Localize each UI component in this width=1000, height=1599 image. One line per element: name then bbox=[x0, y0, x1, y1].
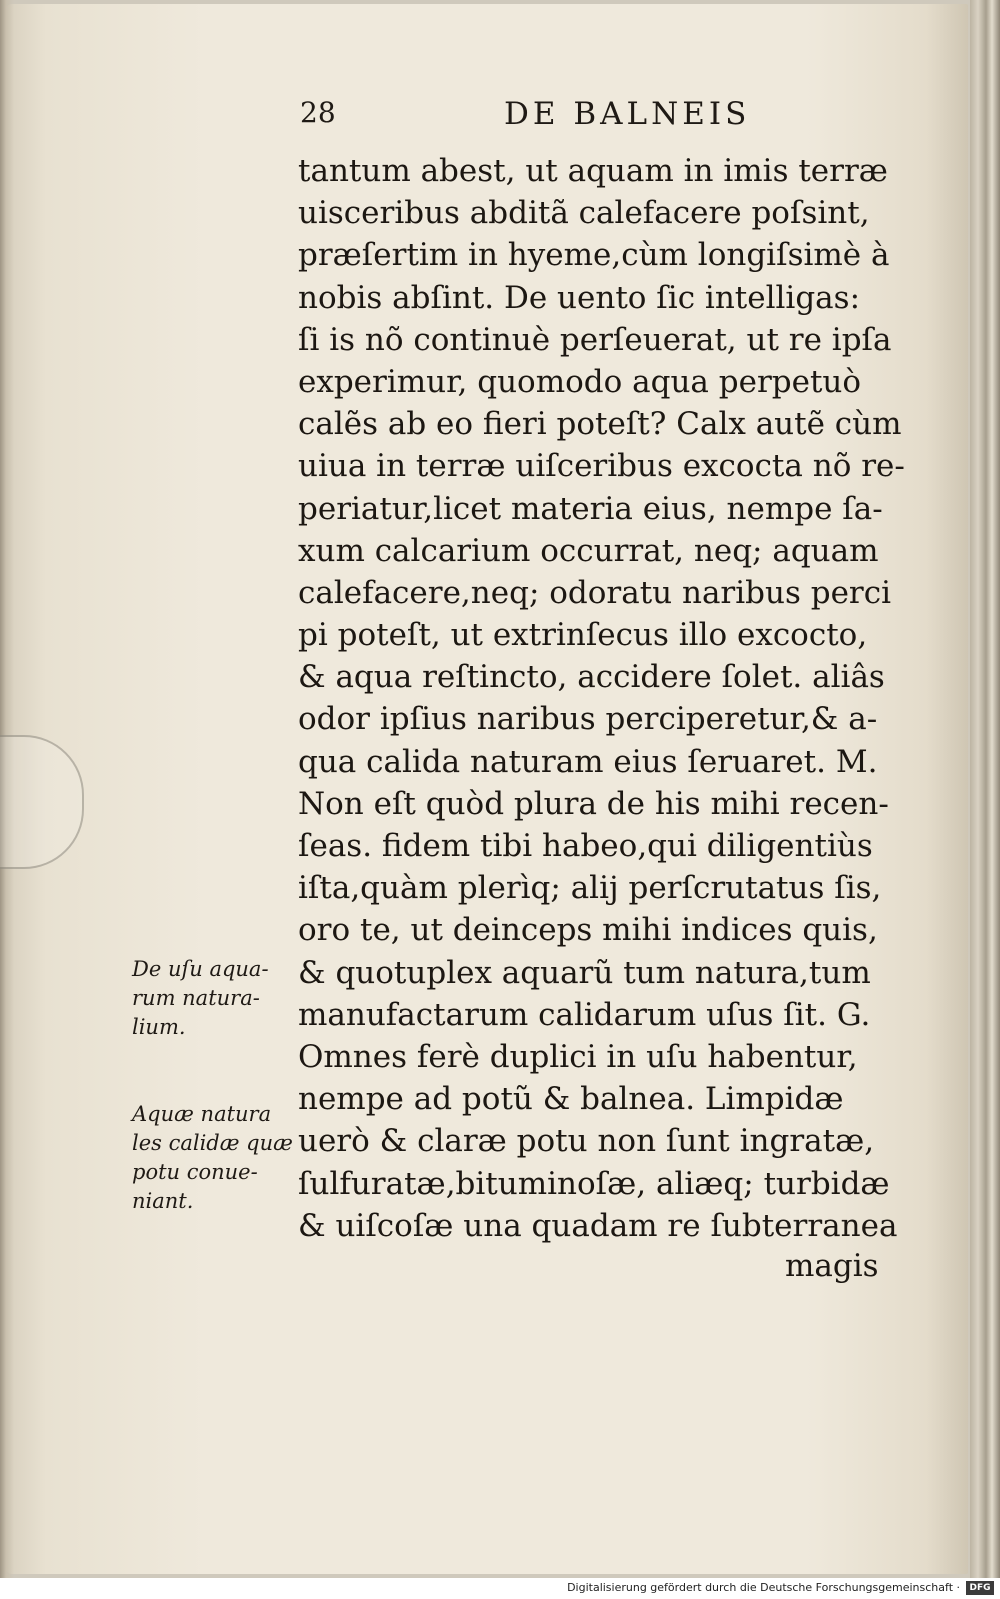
page-number: 28 bbox=[300, 96, 336, 129]
catchword: magis bbox=[785, 1248, 879, 1284]
text-line: & quotuplex aquarũ tum natura,tum bbox=[298, 954, 871, 991]
page-fore-edge bbox=[970, 0, 1000, 1578]
margin-note-line: Aquæ natura bbox=[132, 1102, 272, 1126]
margin-note-line: De uſu aqua- bbox=[132, 957, 269, 981]
text-line: xum calcarium occurrat, neq; aquam bbox=[298, 532, 879, 569]
margin-note bbox=[132, 1100, 292, 1216]
text-line: & uiſcoſæ una quadam re ſubterranea bbox=[298, 1207, 898, 1244]
text-line: manufactarum calidarum uſus ſit. G. bbox=[298, 996, 871, 1033]
text-line: Non eſt quòd plura de his mihi recen- bbox=[298, 785, 889, 822]
body-text bbox=[298, 150, 918, 1247]
margin-note-line: les calidæ quæ bbox=[132, 1131, 293, 1155]
funding-credit: Digitalisierung gefördert durch die Deutsche Forschungsgemeinschaft · bbox=[567, 1581, 960, 1594]
text-line: præſertim in hyeme,cùm longiſsimè à bbox=[298, 237, 890, 274]
margin-note-line: niant. bbox=[132, 1189, 194, 1213]
text-line: uiua in terræ uiſceribus excocta nõ re- bbox=[298, 448, 905, 485]
text-line: Omnes ferè duplici in uſu habentur, bbox=[298, 1038, 858, 1075]
text-line: nempe ad potũ & balnea. Limpidæ bbox=[298, 1081, 844, 1118]
margin-note-line: rum natura- bbox=[132, 986, 260, 1010]
digitization-footer bbox=[0, 1578, 1000, 1599]
dfg-logo-icon: DFG bbox=[966, 1581, 994, 1595]
text-line: experimur, quomodo aqua perpetuò bbox=[298, 363, 862, 400]
text-line: pi poteſt, ut extrinſecus illo excocto, bbox=[298, 617, 868, 654]
text-line: qua calida naturam eius ſeruaret. M. bbox=[298, 743, 878, 780]
text-line: calefacere,neq; odoratu naribus perci bbox=[298, 574, 892, 611]
text-line: oro te, ut deinceps mihi indices quis, bbox=[298, 912, 878, 949]
running-head bbox=[300, 96, 900, 136]
text-line: ſeas. fidem tibi habeo,qui diligentiùs bbox=[298, 828, 873, 864]
text-line: tantum abest, ut aquam in imis terræ bbox=[298, 153, 888, 189]
text-line: periatur,licet materia eius, nempe ſa- bbox=[298, 490, 883, 527]
margin-note-line: lium. bbox=[132, 1015, 186, 1039]
margin-note-line: potu conue- bbox=[132, 1160, 258, 1184]
text-line: uisceribus abditã calefacere poſsint, bbox=[298, 195, 870, 232]
text-line: ſi is nõ continuè perſeuerat, ut re ipſa bbox=[298, 321, 892, 358]
margin-note bbox=[132, 955, 292, 1042]
text-line: ſulfuratæ,bituminoſæ, aliæq; turbidæ bbox=[298, 1165, 890, 1202]
text-line: calẽs ab eo fieri poteſt? Calx autẽ cùm bbox=[298, 406, 902, 443]
text-line: iſta,quàm plerìq; alij perſcrutatus ſis, bbox=[298, 870, 882, 907]
text-line: uerò & claræ potu non ſunt ingratæ, bbox=[298, 1123, 875, 1160]
text-line: & aqua reſtincto, accidere ſolet. aliâs bbox=[298, 659, 885, 696]
text-line: nobis abſint. De uento ſic intelligas: bbox=[298, 279, 861, 316]
running-title: DE BALNEIS bbox=[504, 96, 751, 132]
text-line: odor ipſius naribus perciperetur,& a- bbox=[298, 701, 878, 738]
